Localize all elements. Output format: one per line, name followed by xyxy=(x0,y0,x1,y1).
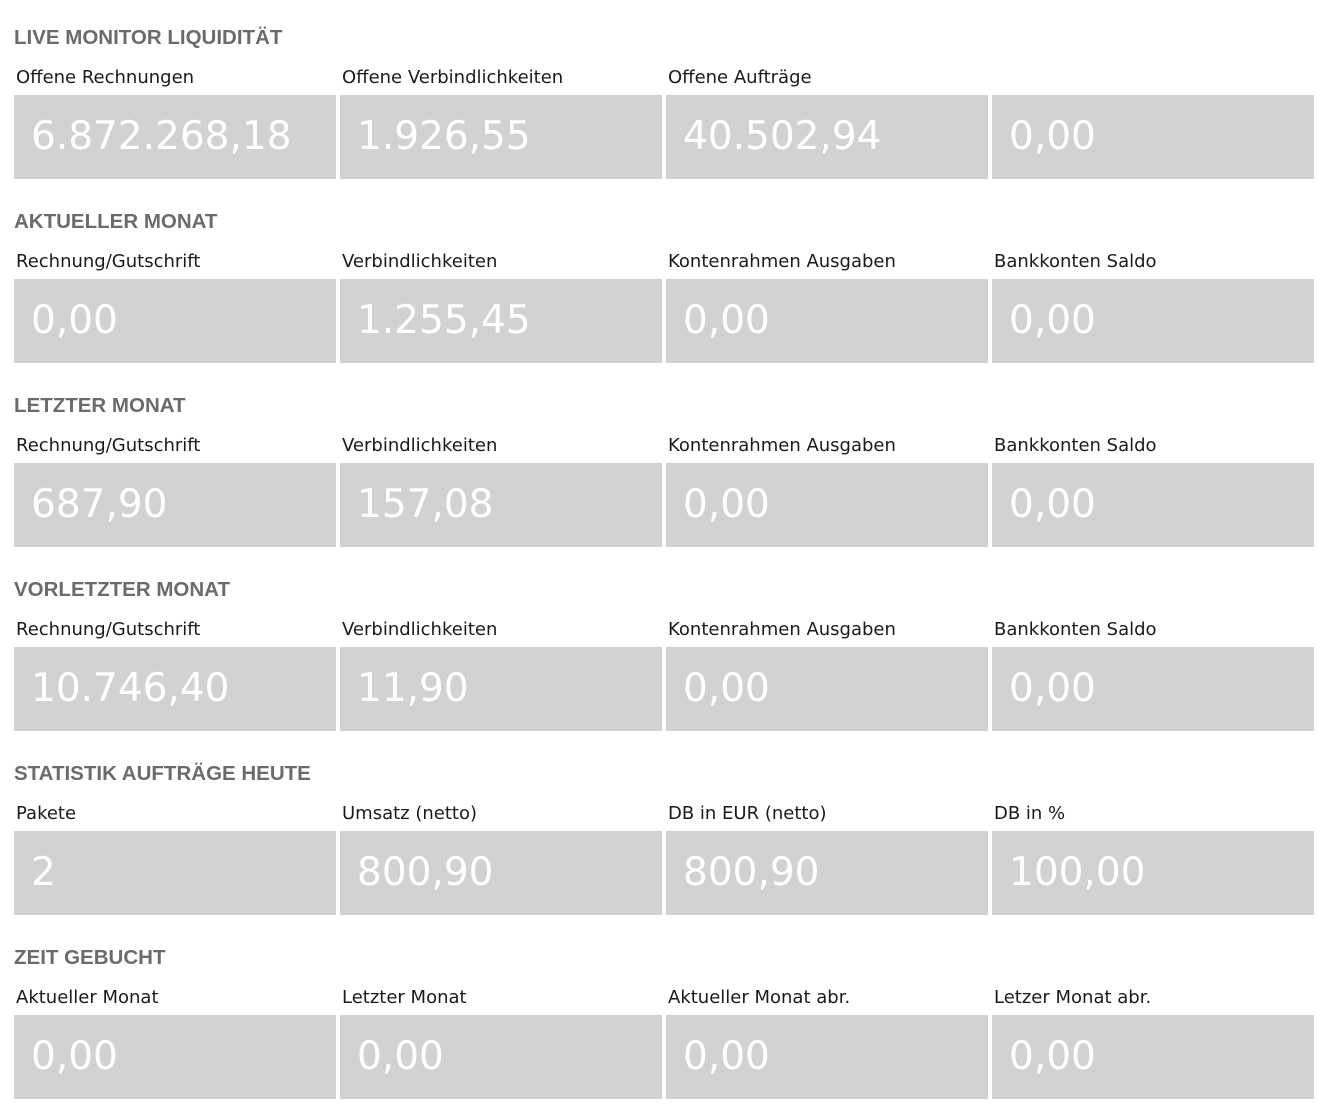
section-live-monitor xyxy=(14,0,1316,184)
card-value: 157,08 xyxy=(357,482,494,527)
card-value-box xyxy=(666,1015,988,1099)
card-label: Kontenrahmen Ausgaben xyxy=(668,435,896,456)
card-value-box xyxy=(666,647,988,731)
card-value-box xyxy=(340,1015,662,1099)
card-value-box xyxy=(14,831,336,915)
card-value-box xyxy=(340,647,662,731)
card-value-box xyxy=(992,1015,1314,1099)
card-value: 0,00 xyxy=(357,1034,444,1079)
card-packages xyxy=(14,802,336,915)
card-value-box xyxy=(666,463,988,547)
section-title: LETZTER MONAT xyxy=(14,394,186,417)
card-label: Kontenrahmen Ausgaben xyxy=(668,251,896,272)
card-liabilities xyxy=(340,618,662,731)
card-value: 687,90 xyxy=(31,482,168,527)
card-last-month-billed xyxy=(992,986,1314,1099)
card-value-box xyxy=(14,95,336,179)
section-last-month xyxy=(14,368,1316,552)
card-value: 0,00 xyxy=(683,666,770,711)
section-title: AKTUELLER MONAT xyxy=(14,210,218,233)
card-value: 0,00 xyxy=(31,1034,118,1079)
card-label: Aktueller Monat abr. xyxy=(668,987,851,1008)
card-bank-balance xyxy=(992,434,1314,547)
card-row xyxy=(14,250,1316,363)
card-row xyxy=(14,802,1316,915)
card-value-box xyxy=(992,95,1314,179)
card-margin-percent xyxy=(992,802,1314,915)
card-value-box xyxy=(14,1015,336,1099)
card-value-box xyxy=(340,279,662,363)
card-label: Letzer Monat abr. xyxy=(994,987,1152,1008)
card-row xyxy=(14,618,1316,731)
section-title: STATISTIK AUFTRÄGE HEUTE xyxy=(14,762,311,785)
section-order-statistics-today xyxy=(14,736,1316,920)
card-value-box xyxy=(14,463,336,547)
section-title: LIVE MONITOR LIQUIDITÄT xyxy=(14,26,283,49)
card-value: 0,00 xyxy=(1009,298,1096,343)
card-liabilities xyxy=(340,250,662,363)
section-month-before-last xyxy=(14,552,1316,736)
card-unlabeled xyxy=(992,66,1314,179)
card-current-month-billed xyxy=(666,986,988,1099)
card-label: Bankkonten Saldo xyxy=(994,619,1157,640)
card-label: Umsatz (netto) xyxy=(342,803,477,824)
card-value: 6.872.268,18 xyxy=(31,114,292,159)
card-account-expenses xyxy=(666,250,988,363)
card-value-box xyxy=(992,279,1314,363)
liquidity-dashboard xyxy=(14,0,1316,1104)
card-label: Pakete xyxy=(16,803,77,824)
card-label: Aktueller Monat xyxy=(16,987,159,1008)
card-label: Bankkonten Saldo xyxy=(994,435,1157,456)
card-label: Offene Rechnungen xyxy=(16,67,195,88)
card-value-box xyxy=(340,95,662,179)
card-account-expenses xyxy=(666,618,988,731)
card-label: Offene Verbindlichkeiten xyxy=(342,67,564,88)
card-value-box xyxy=(992,463,1314,547)
card-margin-eur xyxy=(666,802,988,915)
card-label: Offene Aufträge xyxy=(668,67,812,88)
card-value-box xyxy=(340,463,662,547)
card-value-box xyxy=(14,279,336,363)
card-value: 2 xyxy=(31,850,56,895)
card-open-invoices xyxy=(14,66,336,179)
card-label: DB in EUR (netto) xyxy=(668,803,827,824)
card-label: Verbindlichkeiten xyxy=(342,435,498,456)
card-label: Rechnung/Gutschrift xyxy=(16,435,201,456)
card-bank-balance xyxy=(992,618,1314,731)
card-value: 0,00 xyxy=(683,482,770,527)
card-value-box xyxy=(666,95,988,179)
card-value: 1.926,55 xyxy=(357,114,531,159)
card-liabilities xyxy=(340,434,662,547)
card-value: 0,00 xyxy=(1009,1034,1096,1079)
card-label: DB in % xyxy=(994,803,1066,824)
card-value: 0,00 xyxy=(1009,482,1096,527)
card-value: 100,00 xyxy=(1009,850,1146,895)
card-value: 40.502,94 xyxy=(683,114,882,159)
card-label: Letzter Monat xyxy=(342,987,467,1008)
card-open-liabilities xyxy=(340,66,662,179)
card-value-box xyxy=(992,831,1314,915)
card-value-box xyxy=(666,279,988,363)
card-invoice-credit xyxy=(14,250,336,363)
section-current-month xyxy=(14,184,1316,368)
section-time-booked xyxy=(14,920,1316,1104)
card-account-expenses xyxy=(666,434,988,547)
card-bank-balance xyxy=(992,250,1314,363)
card-value: 10.746,40 xyxy=(31,666,230,711)
card-label xyxy=(992,66,1314,95)
card-label: Rechnung/Gutschrift xyxy=(16,619,201,640)
card-value-box xyxy=(666,831,988,915)
card-value: 0,00 xyxy=(683,1034,770,1079)
card-last-month xyxy=(340,986,662,1099)
section-title: ZEIT GEBUCHT xyxy=(14,946,166,969)
card-value: 800,90 xyxy=(683,850,820,895)
card-value: 0,00 xyxy=(1009,114,1096,159)
card-row xyxy=(14,434,1316,547)
card-value: 0,00 xyxy=(31,298,118,343)
card-invoice-credit xyxy=(14,434,336,547)
card-value: 0,00 xyxy=(1009,666,1096,711)
card-value: 0,00 xyxy=(683,298,770,343)
card-value: 11,90 xyxy=(357,666,469,711)
card-revenue-net xyxy=(340,802,662,915)
card-row xyxy=(14,986,1316,1099)
card-value-box xyxy=(992,647,1314,731)
card-current-month xyxy=(14,986,336,1099)
card-label: Verbindlichkeiten xyxy=(342,619,498,640)
card-row xyxy=(14,66,1316,179)
card-label: Bankkonten Saldo xyxy=(994,251,1157,272)
card-value-box xyxy=(340,831,662,915)
card-label: Verbindlichkeiten xyxy=(342,251,498,272)
section-title: VORLETZTER MONAT xyxy=(14,578,230,601)
card-label: Kontenrahmen Ausgaben xyxy=(668,619,896,640)
card-value: 800,90 xyxy=(357,850,494,895)
card-label: Rechnung/Gutschrift xyxy=(16,251,201,272)
card-invoice-credit xyxy=(14,618,336,731)
card-value: 1.255,45 xyxy=(357,298,531,343)
card-value-box xyxy=(14,647,336,731)
card-open-orders xyxy=(666,66,988,179)
